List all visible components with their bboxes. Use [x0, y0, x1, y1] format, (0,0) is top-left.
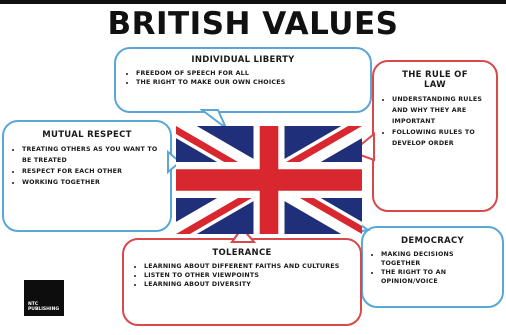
- individual-liberty-bubble: [114, 47, 372, 113]
- page-title: BRITISH VALUES: [107, 6, 399, 42]
- logo-text: NTC PUBLISHING: [28, 302, 60, 312]
- mutual-respect-title: MUTUAL RESPECT: [42, 130, 132, 140]
- rule-of-law-title-line2: LAW: [424, 80, 446, 90]
- top-border: [0, 0, 506, 4]
- list-item: • LEARNING ABOUT DIVERSITY: [144, 280, 350, 289]
- mutual-respect-bubble: [2, 120, 172, 232]
- list-item: • UNDERSTANDING RULES AND WHY THEY ARE IMPORTANT: [392, 94, 488, 127]
- list-item: • LEARNING ABOUT DIFFERENT FAITHS AND CULTURES: [144, 262, 350, 271]
- democracy-bubble: [361, 226, 504, 308]
- tolerance-list: [134, 262, 350, 289]
- rule-of-law-list: [382, 94, 488, 149]
- list-item: • LISTEN TO OTHER VIEWPOINTS: [144, 271, 350, 280]
- individual-liberty-list: [126, 69, 360, 87]
- rule-of-law-title: [382, 70, 488, 90]
- rule-of-law-title-line1: THE RULE OF: [402, 70, 468, 80]
- list-item: • FREEDOM OF SPEECH FOR ALL: [136, 69, 360, 78]
- list-item: • RESPECT FOR EACH OTHER: [22, 166, 162, 177]
- tolerance-title: TOLERANCE: [212, 248, 272, 258]
- rule-of-law-bubble: [372, 60, 498, 212]
- democracy-list: [371, 250, 494, 286]
- publisher-logo: [24, 280, 64, 316]
- tolerance-bubble: [122, 238, 362, 326]
- democracy-title: DEMOCRACY: [400, 236, 464, 246]
- mutual-respect-list: [12, 144, 162, 188]
- individual-liberty-title: INDIVIDUAL LIBERTY: [191, 55, 295, 65]
- list-item: • THE RIGHT TO MAKE OUR OWN CHOICES: [136, 78, 360, 87]
- list-item: • FOLLOWING RULES TO DEVELOP ORDER: [392, 127, 488, 149]
- list-item: • MAKING DECISIONS TOGETHER: [381, 250, 494, 268]
- list-item: • WORKING TOGETHER: [22, 177, 162, 188]
- list-item: • THE RIGHT TO AN OPINION/VOICE: [381, 268, 494, 286]
- union-jack-flag-icon: [176, 126, 362, 234]
- list-item: • TREATING OTHERS AS YOU WANT TO BE TREATED: [22, 144, 162, 166]
